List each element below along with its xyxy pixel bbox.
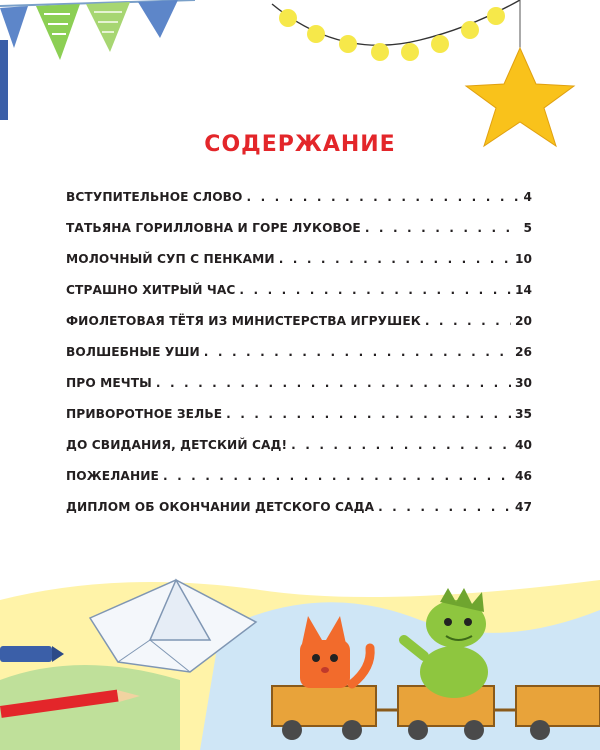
toc-entry [66,407,532,438]
toc-entry-title: СТРАШНО ХИТРЫЙ ЧАС [66,283,236,297]
toc-entry-title: ФИОЛЕТОВАЯ ТЁТЯ ИЗ МИНИСТЕРСТВА ИГРУШЕК [66,314,421,328]
toc-leader-dots [226,407,511,421]
toc-entry-title: ПОЖЕЛАНИЕ [66,469,159,483]
toc-entry [66,345,532,376]
toc-leader-dots [163,469,511,483]
side-stripe [0,40,8,120]
page-title: СОДЕРЖАНИЕ [204,132,396,157]
crayon-icon [0,646,64,662]
toc-entry-page: 47 [515,500,532,514]
toc-leader-dots [365,221,518,235]
toc-entry-page: 35 [515,407,532,421]
toc-entry-page: 40 [515,438,532,452]
toc-entry-title: ДИПЛОМ ОБ ОКОНЧАНИИ ДЕТСКОГО САДА [66,500,375,514]
toc-entry [66,314,532,345]
toc-entry-title: ПРИВОРОТНОЕ ЗЕЛЬЕ [66,407,223,421]
toc-entry-title: ПРО МЕЧТЫ [66,376,152,390]
toc-entry [66,283,532,314]
table-of-contents [66,190,532,531]
flag-icon [36,4,80,60]
flag-icon [86,2,130,52]
toc-leader-dots [378,500,511,514]
toc-leader-dots [239,283,511,297]
string-lights [272,0,520,61]
toc-entry-page: 4 [523,190,532,204]
toc-entry-title: ВОЛШЕБНЫЕ УШИ [66,345,200,359]
toc-entry [66,438,532,469]
toc-entry-page: 26 [515,345,532,359]
toc-leader-dots [156,376,511,390]
toc-leader-dots [247,190,518,204]
toc-leader-dots [291,438,511,452]
toc-leader-dots [425,314,511,328]
bunting-flags [0,0,195,60]
toc-entry [66,221,532,252]
toc-leader-dots [204,345,511,359]
toc-entry-page: 5 [523,221,532,235]
star-icon [466,0,574,146]
toc-entry [66,500,532,531]
toc-entry-title: ВСТУПИТЕЛЬНОЕ СЛОВО [66,190,243,204]
toc-entry-page: 14 [515,283,532,297]
flag-icon [138,0,178,38]
toc-entry [66,376,532,407]
toc-leader-dots [279,252,511,266]
toc-entry-page: 10 [515,252,532,266]
toc-entry [66,190,532,221]
toc-entry-page: 46 [515,469,532,483]
toc-entry-page: 30 [515,376,532,390]
bottom-decoration [0,560,600,750]
toc-entry-title: МОЛОЧНЫЙ СУП С ПЕНКАМИ [66,252,275,266]
toc-entry [66,469,532,500]
toc-entry-title: ТАТЬЯНА ГОРИЛЛОВНА И ГОРЕ ЛУКОВОЕ [66,221,361,235]
toc-entry-page: 20 [515,314,532,328]
toc-entry [66,252,532,283]
toc-entry-title: ДО СВИДАНИЯ, ДЕТСКИЙ САД! [66,438,288,452]
